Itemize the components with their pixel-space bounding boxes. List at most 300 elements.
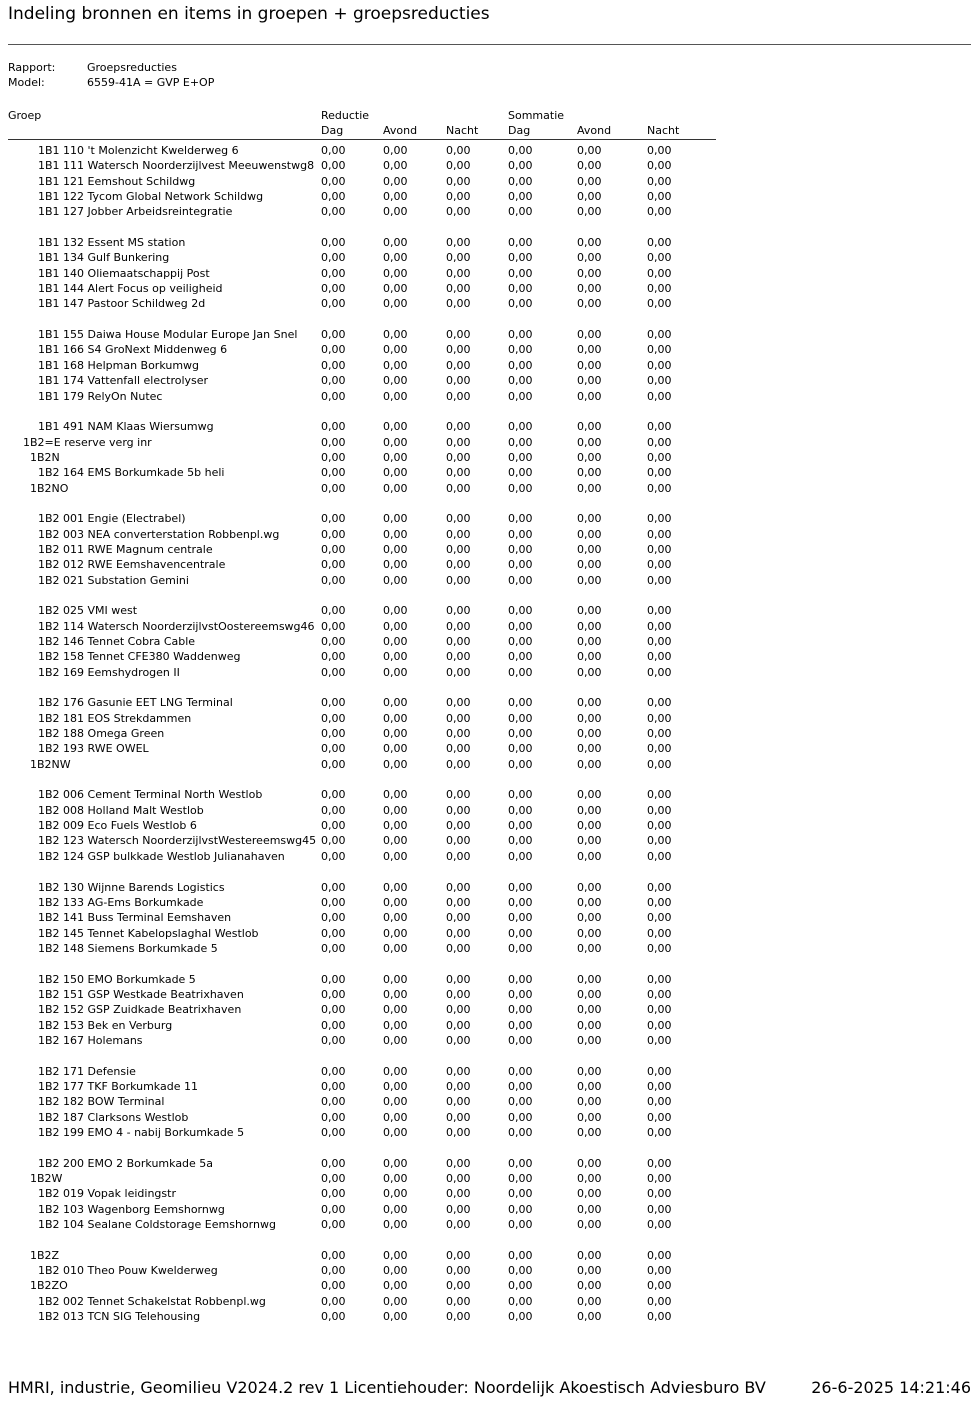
group-name: 1B2 013 TCN SIG Telehousing: [38, 1310, 201, 1324]
cell-reductie-avond: 0,00: [383, 849, 408, 863]
cell-sommatie-dag: 0,00: [508, 450, 533, 464]
table-row: [0, 987, 975, 1002]
model-label: Model:: [8, 76, 45, 89]
table-row: [0, 1309, 975, 1324]
spacer-row: [0, 1140, 975, 1155]
table-row: [0, 358, 975, 373]
cell-sommatie-avond: 0,00: [577, 297, 602, 311]
cell-reductie-avond: 0,00: [383, 190, 408, 204]
cell-reductie-dag: 0,00: [321, 604, 346, 618]
table-row: [0, 250, 975, 265]
cell-sommatie-avond: 0,00: [577, 1310, 602, 1324]
table-row: [0, 158, 975, 173]
group-name: 1B2 011 RWE Magnum centrale: [38, 542, 213, 556]
table-row: [0, 204, 975, 219]
cell-reductie-dag: 0,00: [321, 389, 346, 403]
cell-reductie-nacht: 0,00: [446, 834, 471, 848]
cell-reductie-avond: 0,00: [383, 420, 408, 434]
cell-sommatie-nacht: 0,00: [647, 420, 672, 434]
cell-reductie-avond: 0,00: [383, 512, 408, 526]
cell-sommatie-avond: 0,00: [577, 1294, 602, 1308]
cell-reductie-nacht: 0,00: [446, 941, 471, 955]
table-row: [0, 527, 975, 542]
cell-reductie-nacht: 0,00: [446, 819, 471, 833]
cell-reductie-nacht: 0,00: [446, 1095, 471, 1109]
table-row: [0, 419, 975, 434]
cell-sommatie-avond: 0,00: [577, 803, 602, 817]
cell-reductie-dag: 0,00: [321, 527, 346, 541]
table-row: [0, 1217, 975, 1232]
group-name: 1B1 174 Vattenfall electrolyser: [38, 374, 209, 388]
cell-sommatie-avond: 0,00: [577, 236, 602, 250]
cell-sommatie-dag: 0,00: [508, 466, 533, 480]
group-name: 1B2 008 Holland Malt Westlob: [38, 803, 204, 817]
table-row: [0, 1110, 975, 1125]
group-name: 1B1 168 Helpman Borkumwg: [38, 358, 200, 372]
cell-sommatie-nacht: 0,00: [647, 819, 672, 833]
cell-sommatie-dag: 0,00: [508, 389, 533, 403]
group-name: 1B2 199 EMO 4 - nabij Borkumkade 5: [38, 1126, 245, 1139]
cell-sommatie-dag: 0,00: [508, 1187, 533, 1201]
group-name: 1B2 002 Tennet Schakelstat Robbenpl.wg: [38, 1294, 266, 1308]
cell-sommatie-dag: 0,00: [508, 849, 533, 863]
cell-reductie-nacht: 0,00: [446, 374, 471, 388]
header-reductie-dag: Dag: [321, 124, 344, 137]
cell-reductie-dag: 0,00: [321, 512, 346, 526]
cell-reductie-avond: 0,00: [383, 1156, 408, 1170]
cell-sommatie-nacht: 0,00: [647, 880, 672, 894]
cell-reductie-avond: 0,00: [383, 236, 408, 250]
cell-sommatie-dag: 0,00: [508, 251, 533, 265]
cell-sommatie-nacht: 0,00: [647, 358, 672, 372]
table-row: [0, 342, 975, 357]
cell-sommatie-dag: 0,00: [508, 604, 533, 618]
cell-sommatie-dag: 0,00: [508, 205, 533, 219]
cell-reductie-nacht: 0,00: [446, 1110, 471, 1124]
cell-reductie-dag: 0,00: [321, 205, 346, 219]
cell-reductie-avond: 0,00: [383, 1218, 408, 1232]
cell-sommatie-avond: 0,00: [577, 1248, 602, 1262]
table-row: [0, 619, 975, 634]
cell-sommatie-dag: 0,00: [508, 1264, 533, 1278]
cell-sommatie-avond: 0,00: [577, 849, 602, 863]
cell-reductie-avond: 0,00: [383, 527, 408, 541]
cell-reductie-dag: 0,00: [321, 236, 346, 250]
cell-reductie-avond: 0,00: [383, 573, 408, 587]
footer-info: HMRI, industrie, Geomilieu V2024.2 rev 1 Licentiehouder: Noordelijk Akoestisch Adviesburo BV: [8, 1378, 766, 1397]
cell-sommatie-nacht: 0,00: [647, 1095, 672, 1109]
group-name: 1B2 150 EMO Borkumkade 5: [38, 972, 196, 986]
cell-reductie-avond: 0,00: [383, 1172, 408, 1186]
cell-reductie-dag: 0,00: [321, 1126, 346, 1139]
cell-sommatie-nacht: 0,00: [647, 435, 672, 449]
table-row: [0, 1263, 975, 1278]
cell-sommatie-dag: 0,00: [508, 819, 533, 833]
cell-sommatie-nacht: 0,00: [647, 1110, 672, 1124]
table-row: [0, 174, 975, 189]
cell-sommatie-avond: 0,00: [577, 941, 602, 955]
cell-sommatie-avond: 0,00: [577, 527, 602, 541]
cell-reductie-dag: 0,00: [321, 481, 346, 495]
cell-reductie-dag: 0,00: [321, 1172, 346, 1186]
cell-reductie-dag: 0,00: [321, 420, 346, 434]
cell-reductie-avond: 0,00: [383, 481, 408, 495]
header-reductie-nacht: Nacht: [446, 124, 479, 137]
group-name: 1B2=E reserve verg inr: [23, 435, 152, 449]
cell-reductie-dag: 0,00: [321, 251, 346, 265]
header-sommatie-nacht: Nacht: [647, 124, 680, 137]
table-row: [0, 481, 975, 496]
cell-reductie-avond: 0,00: [383, 742, 408, 756]
table-row: [0, 895, 975, 910]
group-name: 1B2W: [30, 1172, 63, 1186]
table-row: [0, 1248, 975, 1263]
cell-reductie-avond: 0,00: [383, 1064, 408, 1078]
cell-sommatie-dag: 0,00: [508, 1003, 533, 1017]
spacer-row: [0, 956, 975, 971]
cell-reductie-avond: 0,00: [383, 266, 408, 280]
cell-sommatie-nacht: 0,00: [647, 343, 672, 357]
group-name: 1B2 001 Engie (Electrabel): [38, 512, 186, 526]
cell-sommatie-nacht: 0,00: [647, 911, 672, 925]
table-row: [0, 1079, 975, 1094]
cell-sommatie-avond: 0,00: [577, 788, 602, 802]
group-name: 1B2 164 EMS Borkumkade 5b heli: [38, 466, 225, 480]
cell-sommatie-avond: 0,00: [577, 1095, 602, 1109]
cell-sommatie-avond: 0,00: [577, 1079, 602, 1093]
spacer-row: [0, 680, 975, 695]
cell-sommatie-nacht: 0,00: [647, 190, 672, 204]
group-name: 1B2 145 Tennet Kabelopslaghal Westlob: [38, 926, 259, 940]
cell-reductie-avond: 0,00: [383, 650, 408, 664]
table-row: [0, 910, 975, 925]
cell-sommatie-dag: 0,00: [508, 742, 533, 756]
cell-reductie-nacht: 0,00: [446, 1218, 471, 1232]
cell-sommatie-avond: 0,00: [577, 1018, 602, 1032]
cell-sommatie-nacht: 0,00: [647, 450, 672, 464]
cell-reductie-nacht: 0,00: [446, 1172, 471, 1186]
cell-sommatie-avond: 0,00: [577, 205, 602, 219]
group-name: 1B2N: [30, 450, 60, 464]
spacer-row: [0, 864, 975, 879]
group-name: 1B1 147 Pastoor Schildweg 2d: [38, 297, 206, 311]
table-row: [0, 1094, 975, 1109]
cell-reductie-dag: 0,00: [321, 849, 346, 863]
cell-reductie-dag: 0,00: [321, 1064, 346, 1078]
cell-reductie-avond: 0,00: [383, 374, 408, 388]
cell-sommatie-avond: 0,00: [577, 1202, 602, 1216]
group-name: 1B1 179 RelyOn Nutec: [38, 389, 163, 403]
cell-sommatie-dag: 0,00: [508, 282, 533, 296]
cell-reductie-dag: 0,00: [321, 788, 346, 802]
cell-sommatie-avond: 0,00: [577, 174, 602, 188]
cell-reductie-avond: 0,00: [383, 450, 408, 464]
group-name: 1B1 491 NAM Klaas Wiersumwg: [38, 420, 214, 434]
cell-sommatie-nacht: 0,00: [647, 174, 672, 188]
table-row: [0, 1186, 975, 1201]
cell-reductie-nacht: 0,00: [446, 358, 471, 372]
cell-reductie-dag: 0,00: [321, 727, 346, 741]
spacer-row: [0, 1048, 975, 1063]
group-name: 1B1 110 't Molenzicht Kwelderweg 6: [38, 144, 239, 157]
cell-sommatie-avond: 0,00: [577, 190, 602, 204]
cell-sommatie-dag: 0,00: [508, 711, 533, 725]
group-name: 1B2 151 GSP Westkade Beatrixhaven: [38, 987, 244, 1001]
header-sommatie-dag: Dag: [508, 124, 531, 137]
cell-reductie-nacht: 0,00: [446, 1294, 471, 1308]
cell-reductie-nacht: 0,00: [446, 1187, 471, 1201]
cell-sommatie-nacht: 0,00: [647, 604, 672, 618]
group-name: 1B2 182 BOW Terminal: [38, 1095, 165, 1109]
cell-reductie-nacht: 0,00: [446, 972, 471, 986]
cell-reductie-avond: 0,00: [383, 542, 408, 556]
cell-reductie-nacht: 0,00: [446, 849, 471, 863]
cell-reductie-nacht: 0,00: [446, 895, 471, 909]
cell-sommatie-dag: 0,00: [508, 1294, 533, 1308]
cell-reductie-nacht: 0,00: [446, 911, 471, 925]
table-row: [0, 296, 975, 311]
cell-sommatie-dag: 0,00: [508, 834, 533, 848]
group-name: 1B1 144 Alert Focus op veiligheid: [38, 282, 223, 296]
table-row: [0, 557, 975, 572]
cell-sommatie-avond: 0,00: [577, 757, 602, 771]
cell-reductie-dag: 0,00: [321, 742, 346, 756]
cell-sommatie-nacht: 0,00: [647, 757, 672, 771]
cell-reductie-avond: 0,00: [383, 619, 408, 633]
cell-sommatie-nacht: 0,00: [647, 972, 672, 986]
group-name: 1B2 123 Watersch NoorderzijlvstWestereemswg45: [38, 834, 317, 848]
cell-sommatie-dag: 0,00: [508, 174, 533, 188]
cell-reductie-dag: 0,00: [321, 696, 346, 710]
cell-sommatie-dag: 0,00: [508, 374, 533, 388]
cell-reductie-avond: 0,00: [383, 1187, 408, 1201]
table-row: [0, 327, 975, 342]
cell-reductie-avond: 0,00: [383, 1095, 408, 1109]
cell-reductie-nacht: 0,00: [446, 1079, 471, 1093]
cell-reductie-avond: 0,00: [383, 819, 408, 833]
spacer-row: [0, 496, 975, 511]
cell-reductie-nacht: 0,00: [446, 282, 471, 296]
table-row: [0, 1294, 975, 1309]
table-row: [0, 1018, 975, 1033]
cell-reductie-dag: 0,00: [321, 1079, 346, 1093]
cell-reductie-avond: 0,00: [383, 696, 408, 710]
cell-sommatie-nacht: 0,00: [647, 1279, 672, 1293]
table-row: [0, 435, 975, 450]
cell-reductie-dag: 0,00: [321, 542, 346, 556]
cell-sommatie-nacht: 0,00: [647, 895, 672, 909]
cell-reductie-avond: 0,00: [383, 174, 408, 188]
group-name: 1B1 166 S4 GroNext Middenweg 6: [38, 343, 228, 357]
cell-reductie-nacht: 0,00: [446, 604, 471, 618]
cell-sommatie-nacht: 0,00: [647, 1218, 672, 1232]
cell-reductie-dag: 0,00: [321, 972, 346, 986]
cell-sommatie-avond: 0,00: [577, 343, 602, 357]
cell-reductie-avond: 0,00: [383, 144, 408, 157]
cell-reductie-nacht: 0,00: [446, 144, 471, 157]
cell-sommatie-dag: 0,00: [508, 757, 533, 771]
cell-sommatie-dag: 0,00: [508, 527, 533, 541]
page-title: Indeling bronnen en items in groepen + groepsreducties: [8, 4, 490, 24]
group-name: 1B2 021 Substation Gemini: [38, 573, 189, 587]
group-name: 1B2 176 Gasunie EET LNG Terminal: [38, 696, 233, 710]
cell-reductie-avond: 0,00: [383, 343, 408, 357]
cell-reductie-avond: 0,00: [383, 1294, 408, 1308]
cell-reductie-nacht: 0,00: [446, 251, 471, 265]
cell-sommatie-dag: 0,00: [508, 1018, 533, 1032]
table-row: [0, 849, 975, 864]
cell-sommatie-nacht: 0,00: [647, 282, 672, 296]
group-name: 1B1 132 Essent MS station: [38, 236, 186, 250]
table-row: [0, 665, 975, 680]
cell-reductie-nacht: 0,00: [446, 1264, 471, 1278]
cell-sommatie-nacht: 0,00: [647, 558, 672, 572]
cell-sommatie-dag: 0,00: [508, 435, 533, 449]
cell-sommatie-avond: 0,00: [577, 1187, 602, 1201]
cell-reductie-nacht: 0,00: [446, 1126, 471, 1139]
cell-sommatie-nacht: 0,00: [647, 1264, 672, 1278]
cell-reductie-dag: 0,00: [321, 358, 346, 372]
cell-reductie-dag: 0,00: [321, 450, 346, 464]
cell-reductie-dag: 0,00: [321, 1187, 346, 1201]
cell-reductie-avond: 0,00: [383, 803, 408, 817]
cell-sommatie-avond: 0,00: [577, 880, 602, 894]
cell-reductie-dag: 0,00: [321, 711, 346, 725]
spacer-row: [0, 1232, 975, 1247]
cell-reductie-nacht: 0,00: [446, 450, 471, 464]
group-name: 1B2 200 EMO 2 Borkumkade 5a: [38, 1156, 214, 1170]
cell-sommatie-dag: 0,00: [508, 159, 533, 173]
table-row: [0, 726, 975, 741]
cell-sommatie-nacht: 0,00: [647, 512, 672, 526]
cell-reductie-nacht: 0,00: [446, 619, 471, 633]
cell-reductie-nacht: 0,00: [446, 481, 471, 495]
cell-reductie-dag: 0,00: [321, 1018, 346, 1032]
group-name: 1B1 121 Eemshout Schildwg: [38, 174, 196, 188]
cell-reductie-dag: 0,00: [321, 926, 346, 940]
cell-sommatie-nacht: 0,00: [647, 328, 672, 342]
cell-reductie-nacht: 0,00: [446, 420, 471, 434]
cell-reductie-nacht: 0,00: [446, 1279, 471, 1293]
cell-sommatie-nacht: 0,00: [647, 834, 672, 848]
cell-reductie-dag: 0,00: [321, 1218, 346, 1232]
cell-reductie-dag: 0,00: [321, 880, 346, 894]
cell-sommatie-avond: 0,00: [577, 895, 602, 909]
cell-sommatie-dag: 0,00: [508, 1172, 533, 1186]
cell-reductie-dag: 0,00: [321, 635, 346, 648]
cell-sommatie-dag: 0,00: [508, 266, 533, 280]
group-table: [0, 143, 975, 1324]
cell-reductie-dag: 0,00: [321, 190, 346, 204]
cell-sommatie-nacht: 0,00: [647, 573, 672, 587]
cell-sommatie-dag: 0,00: [508, 558, 533, 572]
cell-reductie-dag: 0,00: [321, 1156, 346, 1170]
table-row: [0, 1171, 975, 1186]
cell-reductie-nacht: 0,00: [446, 665, 471, 679]
spacer-row: [0, 404, 975, 419]
cell-sommatie-avond: 0,00: [577, 1033, 602, 1047]
cell-sommatie-nacht: 0,00: [647, 665, 672, 679]
group-name: 1B2NW: [30, 757, 71, 771]
cell-reductie-nacht: 0,00: [446, 803, 471, 817]
group-name: 1B2 009 Eco Fuels Westlob 6: [38, 819, 197, 833]
cell-reductie-avond: 0,00: [383, 435, 408, 449]
cell-sommatie-avond: 0,00: [577, 251, 602, 265]
cell-sommatie-avond: 0,00: [577, 466, 602, 480]
cell-sommatie-dag: 0,00: [508, 911, 533, 925]
group-name: 1B2 006 Cement Terminal North Westlob: [38, 788, 263, 802]
cell-sommatie-dag: 0,00: [508, 696, 533, 710]
cell-reductie-dag: 0,00: [321, 1003, 346, 1017]
cell-reductie-dag: 0,00: [321, 834, 346, 848]
table-row: [0, 603, 975, 618]
cell-reductie-avond: 0,00: [383, 358, 408, 372]
cell-sommatie-avond: 0,00: [577, 358, 602, 372]
table-row: [0, 634, 975, 649]
cell-sommatie-dag: 0,00: [508, 358, 533, 372]
cell-sommatie-nacht: 0,00: [647, 926, 672, 940]
table-row: [0, 1125, 975, 1140]
table-row: [0, 803, 975, 818]
cell-sommatie-avond: 0,00: [577, 542, 602, 556]
cell-reductie-avond: 0,00: [383, 1003, 408, 1017]
spacer-row: [0, 772, 975, 787]
group-name: 1B2ZO: [30, 1279, 68, 1293]
cell-reductie-dag: 0,00: [321, 1279, 346, 1293]
cell-reductie-avond: 0,00: [383, 558, 408, 572]
table-row: [0, 266, 975, 281]
cell-reductie-avond: 0,00: [383, 1018, 408, 1032]
group-name: 1B2 010 Theo Pouw Kwelderweg: [38, 1264, 218, 1278]
cell-sommatie-avond: 0,00: [577, 819, 602, 833]
group-name: 1B2 171 Defensie: [38, 1064, 136, 1078]
cell-sommatie-nacht: 0,00: [647, 803, 672, 817]
cell-sommatie-dag: 0,00: [508, 727, 533, 741]
cell-sommatie-dag: 0,00: [508, 1110, 533, 1124]
cell-reductie-avond: 0,00: [383, 711, 408, 725]
cell-sommatie-nacht: 0,00: [647, 159, 672, 173]
cell-sommatie-dag: 0,00: [508, 144, 533, 157]
cell-sommatie-nacht: 0,00: [647, 527, 672, 541]
cell-sommatie-nacht: 0,00: [647, 727, 672, 741]
model-value: 6559-41A = GVP E+OP: [87, 76, 215, 89]
cell-reductie-nacht: 0,00: [446, 542, 471, 556]
cell-reductie-nacht: 0,00: [446, 435, 471, 449]
group-name: 1B1 140 Oliemaatschappij Post: [38, 266, 210, 280]
cell-sommatie-dag: 0,00: [508, 328, 533, 342]
cell-sommatie-dag: 0,00: [508, 1248, 533, 1262]
cell-sommatie-nacht: 0,00: [647, 635, 672, 648]
cell-sommatie-avond: 0,00: [577, 650, 602, 664]
table-row: [0, 818, 975, 833]
cell-sommatie-dag: 0,00: [508, 926, 533, 940]
table-row: [0, 542, 975, 557]
report-value: Groepsreducties: [87, 61, 177, 74]
cell-reductie-avond: 0,00: [383, 159, 408, 173]
cell-sommatie-dag: 0,00: [508, 542, 533, 556]
cell-sommatie-dag: 0,00: [508, 512, 533, 526]
group-name: 1B2 130 Wijnne Barends Logistics: [38, 880, 225, 894]
table-row: [0, 741, 975, 756]
group-name: 1B1 155 Daiwa House Modular Europe Jan Snel: [38, 328, 298, 342]
table-row: [0, 787, 975, 802]
cell-sommatie-dag: 0,00: [508, 665, 533, 679]
cell-reductie-dag: 0,00: [321, 343, 346, 357]
cell-reductie-avond: 0,00: [383, 328, 408, 342]
group-name: 1B2 193 RWE OWEL: [38, 742, 149, 756]
cell-sommatie-nacht: 0,00: [647, 481, 672, 495]
cell-sommatie-avond: 0,00: [577, 558, 602, 572]
